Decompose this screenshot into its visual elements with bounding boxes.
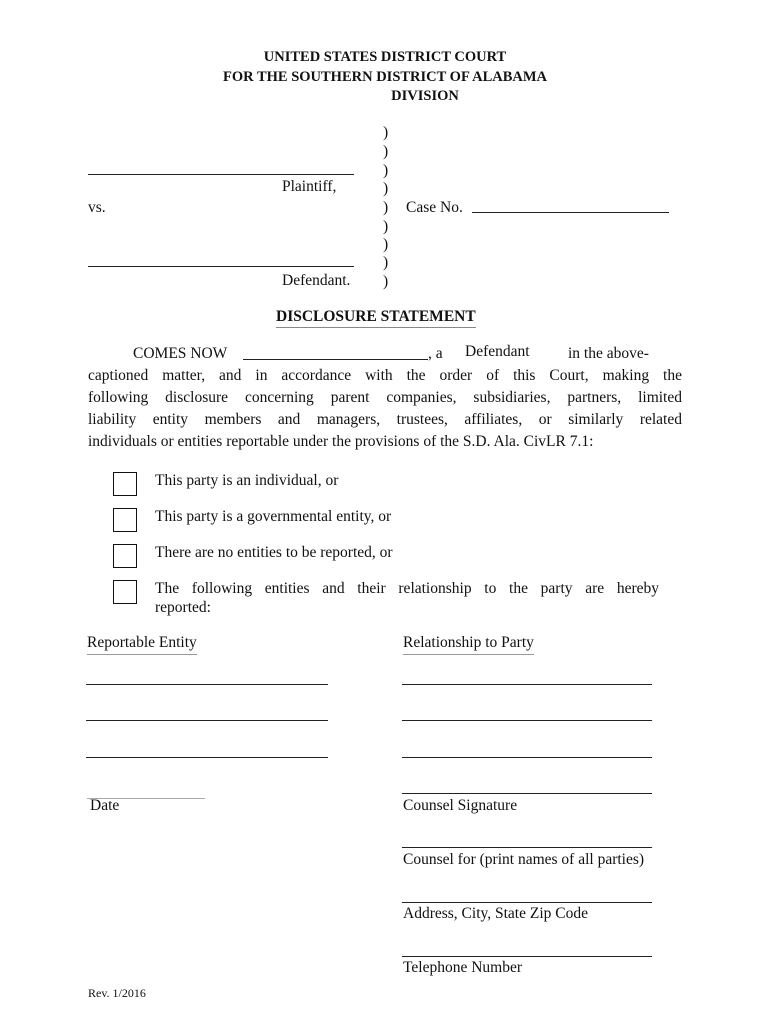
defendant-name-line[interactable] [88, 266, 354, 267]
defendant-label: Defendant. [282, 272, 351, 289]
following-entities-option-label-cont: reported: [155, 599, 211, 616]
relationship-line-1[interactable] [402, 684, 652, 685]
caption-paren: ) [383, 218, 389, 235]
counsel-signature-label: Counsel Signature [403, 797, 518, 814]
no-entities-option-label: There are no entities to be reported, or [155, 544, 393, 561]
caption-paren: ) [383, 124, 389, 141]
caption-paren: ) [383, 180, 389, 197]
comes-now-text: COMES NOW [133, 345, 228, 362]
party-name-line[interactable] [243, 359, 428, 360]
comma-a-text: , a [428, 345, 443, 362]
case-no-label: Case No. [406, 199, 463, 216]
entity-line-1[interactable] [86, 684, 328, 685]
telephone-label: Telephone Number [403, 959, 522, 976]
plaintiff-name-line[interactable] [88, 174, 354, 175]
address-line[interactable] [402, 902, 652, 903]
party-type-field[interactable]: Defendant [465, 343, 530, 360]
address-label: Address, City, State Zip Code [403, 905, 588, 922]
relationship-line-3[interactable] [402, 757, 652, 758]
reportable-entity-header: Reportable Entity [87, 634, 197, 655]
counsel-for-line[interactable] [402, 847, 652, 848]
intro-line: captioned matter, and in accordance with the order of this Court, making the [88, 367, 682, 384]
following-entities-checkbox[interactable] [113, 580, 137, 604]
intro-line: liability entity members and managers, trustees, affiliates, or similarly related [88, 411, 682, 428]
counsel-for-label: Counsel for (print names of all parties) [403, 851, 645, 868]
plaintiff-label: Plaintiff, [282, 178, 337, 195]
entity-line-2[interactable] [86, 720, 328, 721]
relationship-header: Relationship to Party [403, 634, 534, 655]
caption-paren: ) [383, 273, 389, 290]
district-name: FOR THE SOUTHERN DISTRICT OF ALABAMA [222, 69, 548, 85]
intro-line: individuals or entities reportable under the provisions of the S.D. Ala. CivLR 7.1: [88, 433, 594, 450]
counsel-signature-line[interactable] [402, 793, 652, 794]
governmental-entity-checkbox[interactable] [113, 508, 137, 532]
intro-line: following disclosure concerning parent companies, subsidiaries, partners, limited [88, 389, 682, 406]
division-label: DIVISION [391, 88, 459, 104]
individual-option-label: This party is an individual, or [155, 472, 339, 489]
individual-checkbox[interactable] [113, 472, 137, 496]
caption-paren: ) [383, 162, 389, 179]
document-title: DISCLOSURE STATEMENT [276, 308, 476, 328]
caption-paren: ) [383, 199, 389, 216]
no-entities-checkbox[interactable] [113, 544, 137, 568]
caption-paren: ) [383, 254, 389, 271]
date-label: Date [90, 797, 120, 814]
revision-label: Rev. 1/2016 [88, 986, 146, 1000]
vs-label: vs. [88, 199, 106, 216]
caption-paren: ) [383, 143, 389, 160]
case-no-line[interactable] [472, 212, 669, 213]
telephone-line[interactable] [402, 956, 652, 957]
governmental-option-label: This party is a governmental entity, or [155, 508, 392, 525]
intro-paragraph [88, 365, 682, 453]
following-entities-option-label: The following entities and their relationship to the party are hereby [155, 580, 659, 597]
in-the-above-text: in the above- [568, 345, 649, 362]
relationship-line-2[interactable] [402, 720, 652, 721]
entity-line-3[interactable] [86, 757, 328, 758]
caption-paren: ) [383, 236, 389, 253]
court-name: UNITED STATES DISTRICT COURT [263, 49, 507, 65]
